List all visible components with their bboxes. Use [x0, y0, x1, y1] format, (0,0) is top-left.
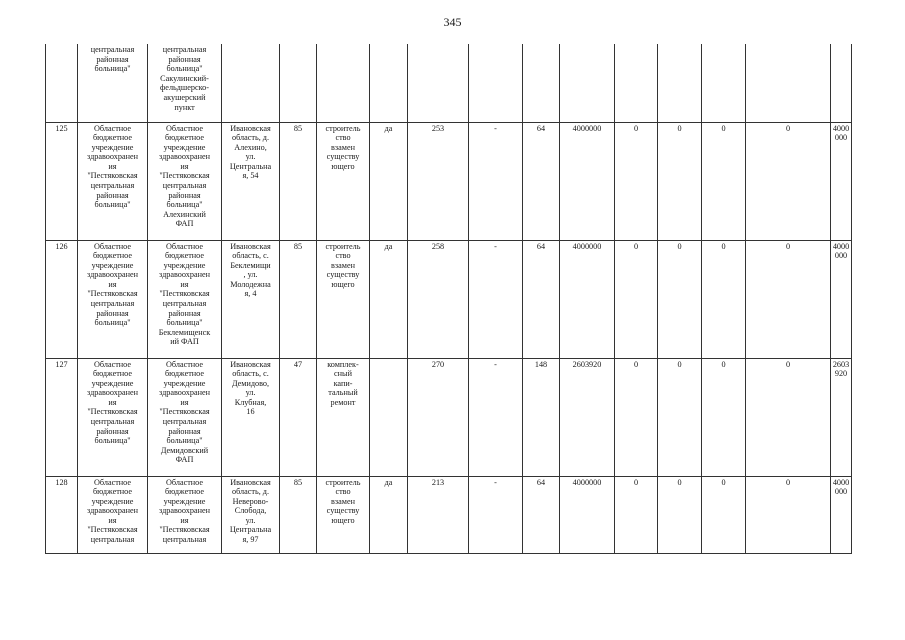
cell-value-a: 270	[408, 358, 469, 476]
page-number: 345	[443, 15, 462, 29]
cell-row-number: 126	[46, 240, 78, 358]
cell-budget-total: 2603920	[831, 358, 852, 476]
cell-work-type	[317, 44, 370, 122]
cell-area	[280, 44, 317, 122]
cell-year-4: 0	[746, 122, 831, 240]
cell-budget-total: 4000000	[831, 476, 852, 553]
cell-institution-name: Областное бюджетное учреждение здравоохранен ия "Пестяковская центральная районная больница"	[78, 122, 148, 240]
cell-value-c: 64	[523, 476, 560, 553]
cell-year-2: 0	[658, 358, 702, 476]
cell-institution-name: Областное бюджетное учреждение здравоохранен ия "Пестяковская центральная	[78, 476, 148, 553]
cell-area: 85	[280, 122, 317, 240]
cell-row-number: 125	[46, 122, 78, 240]
cell-value-c: 148	[523, 358, 560, 476]
cell-year-2	[658, 44, 702, 122]
cell-value-b: -	[469, 240, 523, 358]
cell-area: 85	[280, 240, 317, 358]
cell-address	[222, 44, 280, 122]
cell-total-cost: 2603920	[560, 358, 615, 476]
cell-row-number	[46, 44, 78, 122]
cell-value-a: 253	[408, 122, 469, 240]
cell-year-4: 0	[746, 240, 831, 358]
cell-facility-name: центральная районная больница" Сакулинский- фельдшерско- акушерский пункт	[148, 44, 222, 122]
cell-year-2: 0	[658, 476, 702, 553]
cell-year-3: 0	[702, 358, 746, 476]
cell-work-type: строитель ство взамен существу ющего	[317, 122, 370, 240]
cell-total-cost: 4000000	[560, 476, 615, 553]
cell-work-type: строитель ство взамен существу ющего	[317, 476, 370, 553]
cell-address: Ивановская область, д. Алехино, ул. Центральна я, 54	[222, 122, 280, 240]
cell-budget-total: 4000000	[831, 122, 852, 240]
cell-work-type: комплек- сный капи- тальный ремонт	[317, 358, 370, 476]
cell-value-a	[408, 44, 469, 122]
cell-replacement-flag	[370, 44, 408, 122]
cell-address: Ивановская область, с. Беклемищи , ул. Молодежна я, 4	[222, 240, 280, 358]
cell-year-1	[615, 44, 658, 122]
cell-facility-name: Областное бюджетное учреждение здравоохранен ия "Пестяковская центральная районная больница" Алехинский ФАП	[148, 122, 222, 240]
cell-year-4: 0	[746, 358, 831, 476]
cell-replacement-flag: да	[370, 240, 408, 358]
cell-year-1: 0	[615, 358, 658, 476]
cell-year-2: 0	[658, 240, 702, 358]
cell-value-b	[469, 44, 523, 122]
table-row	[46, 240, 852, 358]
cell-row-number: 127	[46, 358, 78, 476]
cell-facility-name: Областное бюджетное учреждение здравоохранен ия "Пестяковская центральная	[148, 476, 222, 553]
cell-value-c	[523, 44, 560, 122]
cell-replacement-flag: да	[370, 476, 408, 553]
cell-facility-name: Областное бюджетное учреждение здравоохранен ия "Пестяковская центральная районная больница" Беклемищенск ий ФАП	[148, 240, 222, 358]
cell-total-cost: 4000000	[560, 122, 615, 240]
cell-year-1: 0	[615, 122, 658, 240]
cell-replacement-flag	[370, 358, 408, 476]
cell-institution-name: Областное бюджетное учреждение здравоохранен ия "Пестяковская центральная районная больница"	[78, 358, 148, 476]
cell-year-4	[746, 44, 831, 122]
cell-address: Ивановская область, д. Неверово- Слобода, ул. Центральна я, 97	[222, 476, 280, 553]
cell-total-cost	[560, 44, 615, 122]
cell-value-b: -	[469, 122, 523, 240]
cell-year-3: 0	[702, 122, 746, 240]
cell-replacement-flag: да	[370, 122, 408, 240]
cell-value-a: 258	[408, 240, 469, 358]
cell-facility-name: Областное бюджетное учреждение здравоохранен ия "Пестяковская центральная районная больница" Демидовский ФАП	[148, 358, 222, 476]
cell-value-b: -	[469, 476, 523, 553]
cell-value-b: -	[469, 358, 523, 476]
cell-budget-total: 4000000	[831, 240, 852, 358]
cell-year-2: 0	[658, 122, 702, 240]
cell-year-1: 0	[615, 476, 658, 553]
cell-area: 85	[280, 476, 317, 553]
table-row	[46, 358, 852, 476]
cell-year-3: 0	[702, 240, 746, 358]
facilities-table	[45, 44, 852, 554]
cell-year-3: 0	[702, 476, 746, 553]
table-row	[46, 476, 852, 553]
cell-institution-name: Областное бюджетное учреждение здравоохранен ия "Пестяковская центральная районная больница"	[78, 240, 148, 358]
cell-institution-name: центральная районная больница"	[78, 44, 148, 122]
cell-budget-total	[831, 44, 852, 122]
cell-year-3	[702, 44, 746, 122]
cell-value-a: 213	[408, 476, 469, 553]
cell-total-cost: 4000000	[560, 240, 615, 358]
cell-area: 47	[280, 358, 317, 476]
cell-work-type: строитель ство взамен существу ющего	[317, 240, 370, 358]
cell-year-4: 0	[746, 476, 831, 553]
cell-address: Ивановская область, с. Демидово, ул. Клубная, 16	[222, 358, 280, 476]
table-row	[46, 122, 852, 240]
cell-value-c: 64	[523, 122, 560, 240]
table-row	[46, 44, 852, 122]
cell-row-number: 128	[46, 476, 78, 553]
cell-value-c: 64	[523, 240, 560, 358]
cell-year-1: 0	[615, 240, 658, 358]
